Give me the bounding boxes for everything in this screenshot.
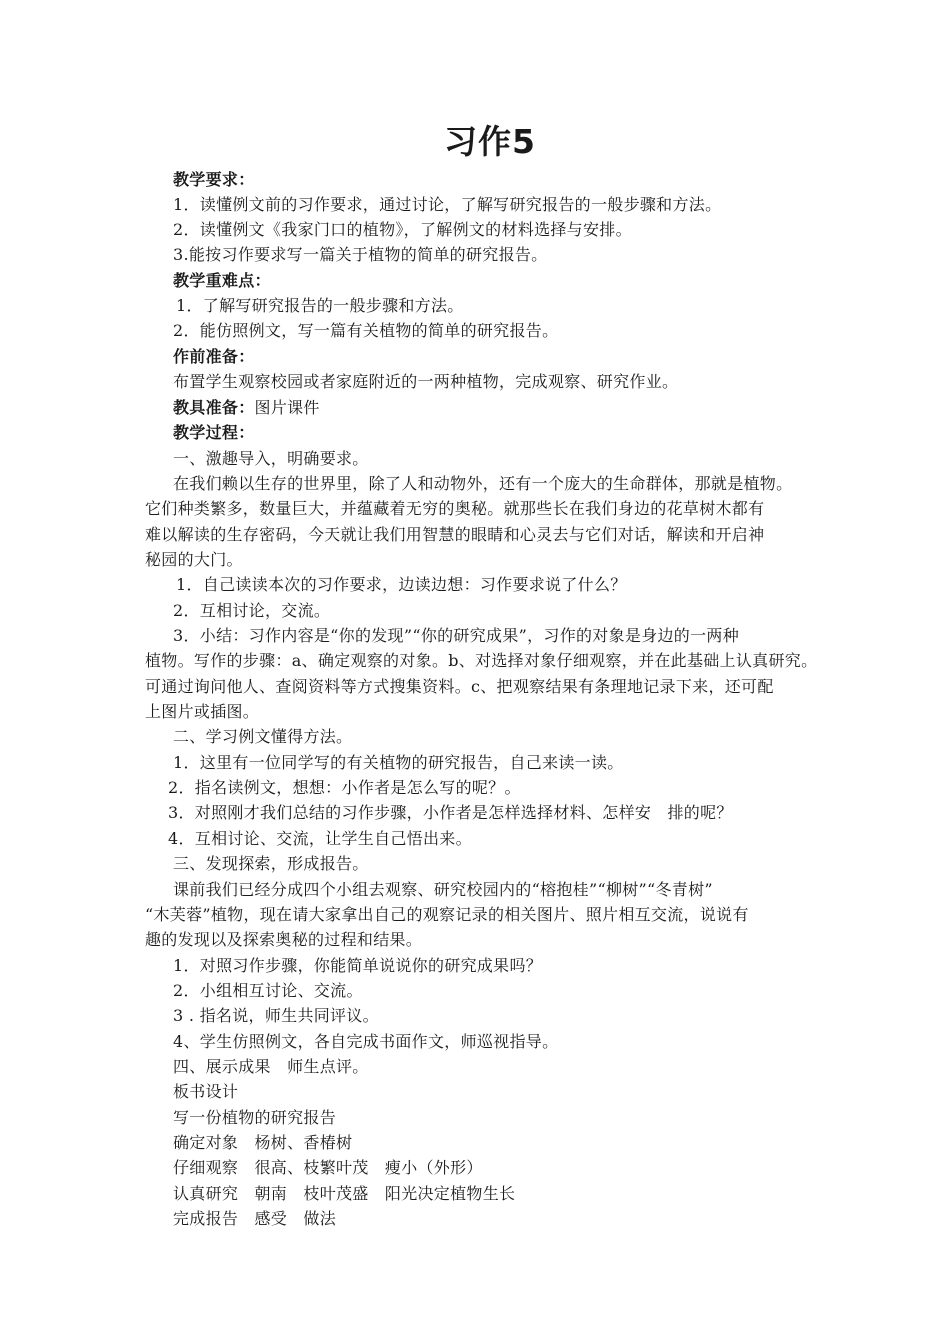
paragraph-intro-line-2: 它们种类繁多，数量巨大，并蕴藏着无穷的奥秘。就那些长在我们身边的花草树木都有 xyxy=(145,499,765,518)
step-3-4: 4、学生仿照例文，各自完成书面作文，师巡视指导。 xyxy=(173,1032,559,1051)
section-1-title: 一、激趣导入，明确要求。 xyxy=(173,449,369,468)
step-2-2: 2．指名读例文，想想：小作者是怎么写的呢？。 xyxy=(168,778,521,797)
step-3-2: 2．小组相互讨论、交流。 xyxy=(173,981,363,1000)
board-design-line-5: 完成报告 感受 做法 xyxy=(173,1209,337,1228)
section-3-title: 三、发现探索，形成报告。 xyxy=(173,854,369,873)
heading-preparation: 作前准备： xyxy=(173,347,255,366)
requirement-1: 1．读懂例文前的习作要求，通过讨论，了解写研究报告的一般步骤和方法。 xyxy=(173,195,722,214)
step-2-4: 4．互相讨论、交流，让学生自己悟出来。 xyxy=(168,829,472,848)
step-3-1: 1．对照习作步骤，你能简单说说你的研究成果吗？ xyxy=(173,956,543,975)
board-design-line-1: 写一份植物的研究报告 xyxy=(173,1108,337,1127)
step-1-2: 2．互相讨论，交流。 xyxy=(173,601,331,620)
paragraph-intro-line-3: 难以解读的生存密码，今天就让我们用智慧的眼睛和心灵去与它们对话，解读和开启神 xyxy=(145,525,765,544)
paragraph-groups-line-3: 趣的发现以及探索奥秘的过程和结果。 xyxy=(145,930,423,949)
requirement-3: 3.能按习作要求写一篇关于植物的简单的研究报告。 xyxy=(173,245,548,264)
paragraph-groups-line-1: 课前我们已经分成四个小组去观察、研究校园内的“榕抱桂”“柳树”“冬青树” xyxy=(173,880,713,899)
requirement-2: 2．读懂例文《我家门口的植物》，了解例文的材料选择与安排。 xyxy=(173,220,632,239)
step-1-3-line-1: 3．小结：习作内容是“你的发现”“你的研究成果”，习作的对象是身边的一两种 xyxy=(173,626,739,645)
board-design-line-4: 认真研究 朝南 枝叶茂盛 阳光决定植物生长 xyxy=(173,1184,516,1203)
step-1-3-line-3: 可通过询问他人、查阅资料等方式搜集资料。c、把观察结果有条理地记录下来，还可配 xyxy=(145,677,774,696)
heading-teaching-aids: 教具准备： xyxy=(173,398,255,417)
section-2-title: 二、学习例文懂得方法。 xyxy=(173,727,353,746)
step-1-1: 1．自己读读本次的习作要求，边读边想：习作要求说了什么？ xyxy=(176,575,627,594)
paragraph-intro-line-1: 在我们赖以生存的世界里，除了人和动物外，还有一个庞大的生命群体，那就是植物。 xyxy=(173,474,793,493)
step-1-3-line-2: 植物。写作的步骤：a、确定观察的对象。b、对选择对象仔细观察，并在此基础上认真研究。 xyxy=(145,651,818,670)
preparation-text: 布置学生观察校园或者家庭附近的一两种植物，完成观察、研究作业。 xyxy=(173,372,679,391)
section-4-title: 四、展示成果 师生点评。 xyxy=(173,1057,369,1076)
heading-teaching-process: 教学过程： xyxy=(173,423,255,442)
step-2-1: 1．这里有一位同学写的有关植物的研究报告，自己来读一读。 xyxy=(173,753,624,772)
paragraph-groups-line-2: “木芙蓉”植物，现在请大家拿出自己的观察记录的相关图片、照片相互交流，说说有 xyxy=(145,905,749,924)
step-3-3: 3 . 指名说，师生共同评议。 xyxy=(173,1006,379,1025)
document-title: 习作5 xyxy=(444,122,536,161)
paragraph-intro-line-4: 秘园的大门。 xyxy=(145,550,243,569)
step-1-3-line-4: 上图片或插图。 xyxy=(145,702,260,721)
teaching-aids-text: 图片课件 xyxy=(254,398,320,417)
heading-teaching-requirements: 教学要求： xyxy=(173,170,255,189)
key-point-2: 2．能仿照例文，写一篇有关植物的简单的研究报告。 xyxy=(173,321,559,340)
heading-key-points: 教学重难点： xyxy=(173,271,271,290)
board-design-line-2: 确定对象 杨树、香椿树 xyxy=(173,1133,353,1152)
board-design-heading: 板书设计 xyxy=(173,1082,239,1101)
step-2-3: 3．对照刚才我们总结的习作步骤，小作者是怎样选择材料、怎样安 排的呢？ xyxy=(168,803,733,822)
teaching-aids-line xyxy=(173,395,320,420)
board-design-line-3: 仔细观察 很高、枝繁叶茂 瘦小（外形） xyxy=(173,1158,483,1177)
key-point-1: 1．了解写研究报告的一般步骤和方法。 xyxy=(176,296,464,315)
